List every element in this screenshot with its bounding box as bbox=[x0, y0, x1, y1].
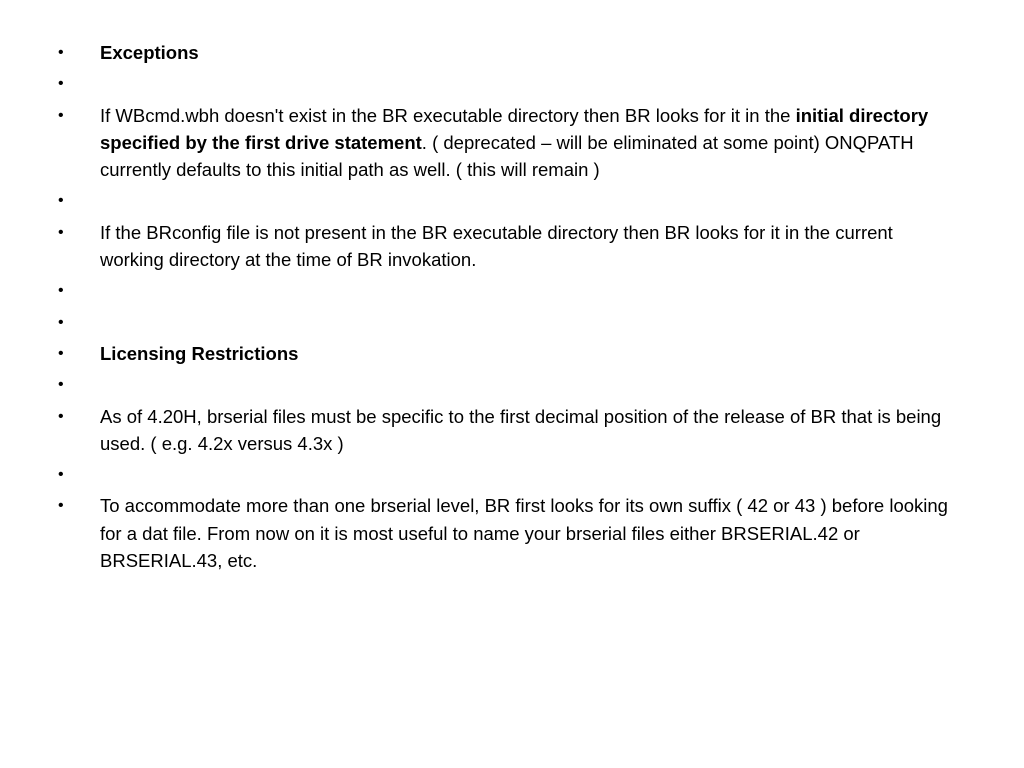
bold-text-segment: initial directory specified by the first drive statement bbox=[100, 104, 929, 153]
bullet-text bbox=[100, 42, 199, 63]
bullet-dot: • bbox=[58, 407, 64, 425]
bullet-text bbox=[100, 495, 948, 571]
text-segment: As of 4.20H, brserial files must be specific to the first decimal position of the release of BR that is being used. ( e.g. 4.2x versus 4.3x ) bbox=[100, 405, 942, 454]
bullet-dot: • bbox=[58, 106, 64, 124]
bullet-item bbox=[56, 102, 956, 184]
text-segment: If the BRconfig file is not present in the BR executable directory then BR looks for it in the current working directory at the time of BR invokation. bbox=[100, 221, 893, 271]
bullet-dot: • bbox=[58, 282, 64, 300]
bullet-item bbox=[56, 187, 956, 214]
bullet-dot: • bbox=[58, 44, 64, 61]
bullet-text bbox=[100, 406, 941, 454]
bullet-text bbox=[100, 343, 298, 364]
bullet-item bbox=[56, 309, 956, 336]
bullet-list bbox=[56, 39, 956, 578]
bullet-item bbox=[56, 371, 956, 398]
bullet-item bbox=[56, 277, 956, 304]
bullet-dot: • bbox=[58, 223, 64, 241]
bullet-item bbox=[56, 340, 956, 367]
text-segment: . ( deprecated – will be eliminated at some point) ONQPATH currently defaults to this initial path as well. ( this will remain ) bbox=[100, 131, 914, 181]
bullet-dot: • bbox=[58, 466, 64, 484]
bullet-dot: • bbox=[58, 192, 64, 210]
bullet-dot: • bbox=[58, 344, 64, 362]
bullet-text bbox=[100, 222, 893, 270]
bullet-item bbox=[56, 39, 956, 66]
bullet-text bbox=[100, 105, 928, 181]
bullet-dot: • bbox=[58, 313, 64, 331]
bullet-dot: • bbox=[58, 497, 64, 515]
bold-text-segment: Exceptions bbox=[100, 42, 199, 63]
bullet-item bbox=[56, 219, 956, 274]
bullet-item bbox=[56, 461, 956, 488]
bullet-dot: • bbox=[58, 376, 64, 394]
bullet-item bbox=[56, 492, 956, 574]
bold-text-segment: Licensing Restrictions bbox=[100, 342, 299, 364]
bullet-item bbox=[56, 403, 956, 458]
bullet-dot: • bbox=[58, 75, 64, 93]
text-segment: If WBcmd.wbh doesn't exist in the BR executable directory then BR looks for it in the bbox=[100, 104, 796, 126]
bullet-item bbox=[56, 70, 956, 97]
text-segment: To accommodate more than one brserial level, BR first looks for its own suffix ( 42 or 43 ) before looking for a dat file. From now on it is most useful to name your brserial files either BRSERIAL.42 or BRSERIAL.43, etc. bbox=[100, 495, 948, 572]
